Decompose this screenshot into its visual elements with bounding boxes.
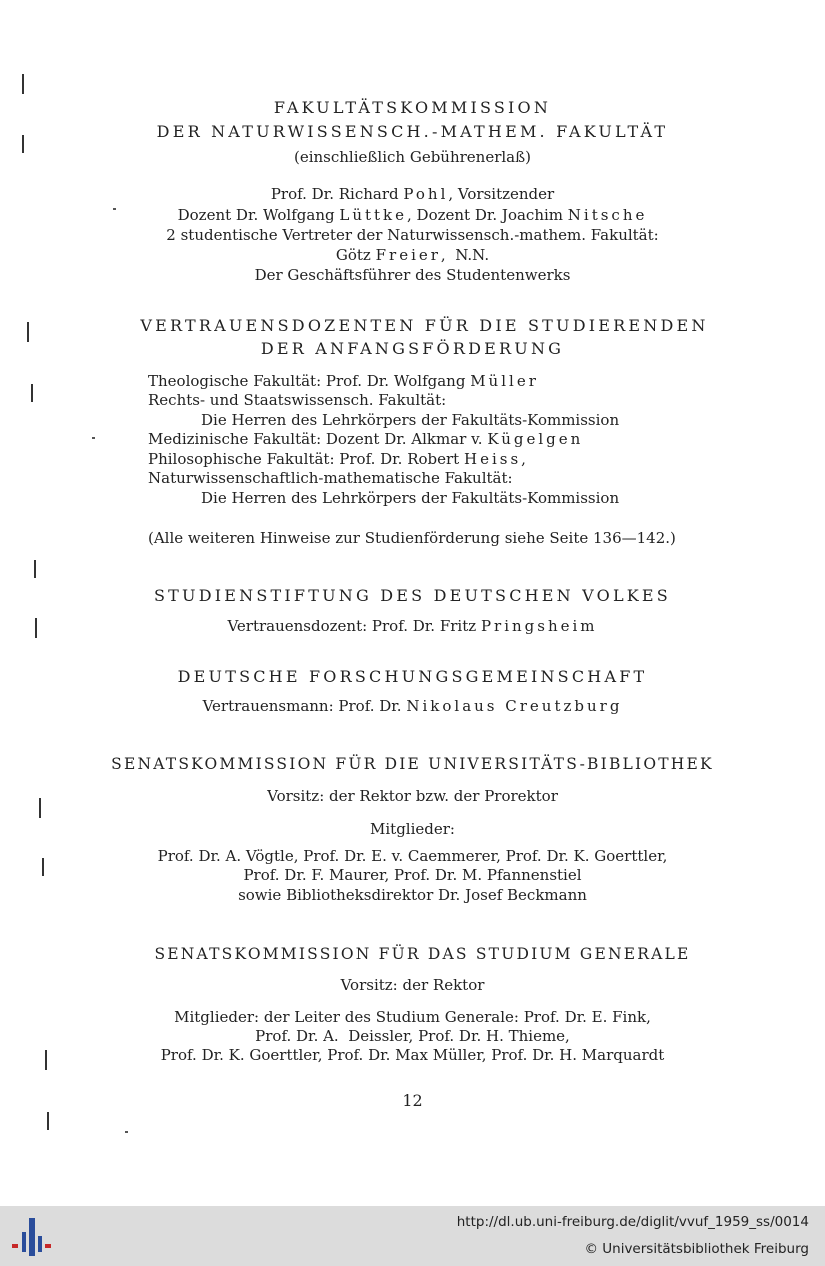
member-line: Vertrauensmann: Prof. Dr. Nikolaus Creutzburg — [202, 697, 623, 715]
faculty-line: Die Herren des Lehrkörpers der Fakultäts-Kommission — [201, 489, 620, 507]
faculty-line: Theologische Fakultät: Prof. Dr. Wolfgang Müller — [148, 372, 539, 390]
margin-mark — [22, 74, 24, 94]
chair-line: Vorsitz: der Rektor — [340, 976, 485, 994]
chair-line: Vorsitz: der Rektor bzw. der Prorektor — [267, 787, 558, 805]
member-line: Prof. Dr. A. Deissler, Prof. Dr. H. Thieme, — [255, 1027, 570, 1045]
member-line: Der Geschäftsführer des Studentenwerks — [254, 266, 571, 284]
logo-bar — [38, 1236, 42, 1252]
faculty-line: Naturwissenschaftlich-mathematische Fakultät: — [148, 469, 513, 487]
margin-mark — [34, 560, 36, 578]
source-url-link[interactable]: http://dl.ub.uni-freiburg.de/diglit/vvuf_1959_ss/0014 — [456, 1214, 809, 1230]
faculty-line: Rechts- und Staatswissensch. Fakultät: — [148, 391, 447, 409]
logo-dash — [45, 1244, 51, 1248]
member-line: Prof. Dr. K. Goerttler, Prof. Dr. Max Müller, Prof. Dr. H. Marquardt — [160, 1046, 665, 1064]
footer-bar — [0, 1206, 825, 1266]
margin-mark — [31, 384, 33, 402]
library-logo-icon — [10, 1216, 52, 1258]
member-line: sowie Bibliotheksdirektor Dr. Josef Beckmann — [238, 886, 587, 904]
copyright-text: © Universitätsbibliothek Freiburg — [584, 1241, 809, 1257]
section-heading: SENATSKOMMISSION FÜR DAS STUDIUM GENERALE — [154, 945, 691, 963]
logo-bar — [29, 1218, 35, 1256]
section-heading: STUDIENSTIFTUNG DES DEUTSCHEN VOLKES — [154, 586, 671, 605]
member-line: Prof. Dr. Richard Pohl, Vorsitzender — [270, 185, 555, 203]
section-heading: VERTRAUENSDOZENTEN FÜR DIE STUDIERENDEN — [140, 316, 709, 335]
member-line: Prof. Dr. F. Maurer, Prof. Dr. M. Pfannenstiel — [243, 866, 582, 884]
note-line: (Alle weiteren Hinweise zur Studienförderung siehe Seite 136—142.) — [148, 529, 676, 547]
margin-mark — [47, 1112, 49, 1130]
margin-dot — [125, 1131, 128, 1133]
member-line: Vertrauensdozent: Prof. Dr. Fritz Pringsheim — [227, 617, 598, 635]
logo-dash — [12, 1244, 18, 1248]
faculty-line: Medizinische Fakultät: Dozent Dr. Alkmar v. Kügelgen — [148, 430, 584, 448]
faculty-line: Philosophische Fakultät: Prof. Dr. Robert Heiss, — [148, 450, 526, 468]
section-heading: DEUTSCHE FORSCHUNGSGEMEINSCHAFT — [177, 667, 648, 686]
logo-bar — [22, 1232, 26, 1252]
section-heading: DER ANFANGSFÖRDERUNG — [260, 339, 565, 358]
section-heading: SENATSKOMMISSION FÜR DIE UNIVERSITÄTS-BIBLIOTHEK — [111, 755, 714, 773]
member-line: Prof. Dr. A. Vögtle, Prof. Dr. E. v. Caemmerer, Prof. Dr. K. Goerttler, — [157, 847, 668, 865]
member-line: Dozent Dr. Wolfgang Lüttke, Dozent Dr. Joachim Nitsche — [177, 206, 648, 224]
faculty-line: Die Herren des Lehrkörpers der Fakultäts-Kommission — [201, 411, 620, 429]
member-line: Mitglieder: der Leiter des Studium Generale: Prof. Dr. E. Fink, — [174, 1008, 651, 1026]
section-subtitle: (einschließlich Gebührenerlaß) — [293, 148, 531, 166]
members-label: Mitglieder: — [370, 820, 455, 838]
section-heading: FAKULTÄTSKOMMISSION — [273, 98, 552, 117]
section-heading: DER NATURWISSENSCH.-MATHEM. FAKULTÄT — [156, 122, 669, 141]
page-number: 12 — [402, 1091, 423, 1110]
margin-dot — [92, 437, 95, 439]
member-line: Götz Freier, N.N. — [335, 246, 490, 264]
member-line: 2 studentische Vertreter der Naturwissensch.-mathem. Fakultät: — [166, 226, 659, 244]
